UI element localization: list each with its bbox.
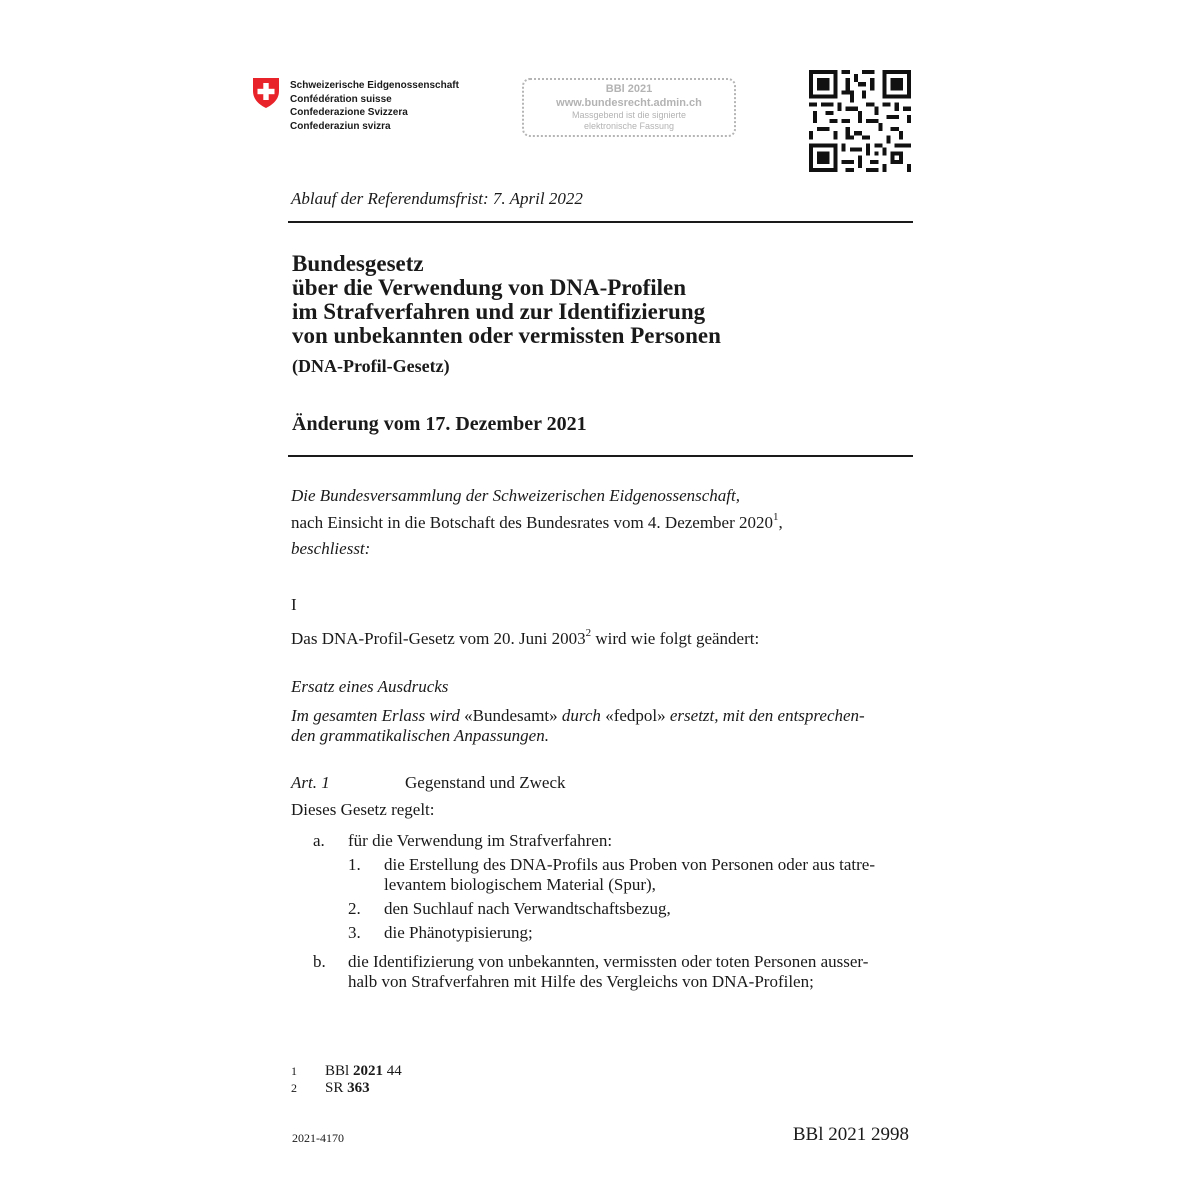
item-a-marker: a. (313, 831, 325, 850)
subitem-2-marker: 2. (348, 899, 361, 918)
footnote-2-number-bold: 363 (347, 1080, 370, 1096)
stamp-line-3: Massgebend ist die signierte (571, 110, 687, 120)
footnote-ref-1[interactable]: 1 (773, 511, 779, 524)
swiss-coat-of-arms-icon (252, 77, 280, 109)
confederation-name-it: Confederazione Svizzera (290, 107, 408, 118)
subitem-1-marker: 1. (348, 855, 361, 874)
divider-title (288, 455, 913, 457)
preamble-insight-text: nach Einsicht in die Botschaft des Bundesrates vom 4. Dezember 2020 (291, 513, 774, 532)
confederation-names (290, 79, 459, 133)
divider-top (288, 221, 913, 223)
intro-rest: wird wie folgt geändert: (591, 629, 760, 648)
footnote-2 (291, 1081, 370, 1096)
amendment-date: Änderung vom 17. Dezember 2021 (292, 413, 587, 435)
replacement-text-c: durch (557, 706, 606, 725)
subitem-1-line-1: die Erstellung des DNA-Profils aus Proben von Personen oder aus tatre- (384, 855, 876, 874)
item-a-text: für die Verwendung im Strafverfahren: (348, 831, 613, 850)
stamp-line-4: elektronische Fassung (583, 121, 675, 131)
footnote-1 (291, 1064, 402, 1079)
replacement-term-new: «fedpol» (605, 706, 666, 725)
article-title: Gegenstand und Zweck (405, 773, 566, 792)
footnote-2-pre: SR (325, 1080, 348, 1096)
replacement-text-e: ersetzt, mit den entsprechen- (665, 706, 865, 725)
item-b-line-2: halb von Strafverfahren mit Hilfe des Vergleichs von DNA-Profilen; (348, 972, 814, 991)
item-b-marker: b. (313, 952, 326, 971)
preamble-assembly: Die Bundesversammlung der Schweizerischen Eidgenossenschaft, (291, 486, 740, 505)
stamp-line-2: www.bundesrecht.admin.ch (556, 97, 702, 109)
short-title: (DNA-Profil-Gesetz) (292, 356, 450, 376)
replacement-heading: Ersatz eines Ausdrucks (291, 677, 449, 696)
preamble-decides: beschliesst: (291, 539, 371, 558)
footnote-1-pre: BBl (325, 1063, 353, 1079)
replacement-line-1 (291, 705, 865, 727)
article-lead: Dieses Gesetz regelt: (291, 800, 435, 819)
referendum-deadline: Ablauf der Referendumsfrist: 7. April 2022 (291, 189, 583, 208)
article-label: Art. 1 (291, 773, 330, 792)
signature-stamp (522, 78, 736, 137)
confederation-name-de: Schweizerische Eidgenossenschaft (290, 80, 459, 91)
replacement-line-2: den grammatikalischen Anpassungen. (291, 726, 549, 745)
qr-code-icon (809, 70, 911, 172)
confederation-name-fr: Confédération suisse (290, 93, 392, 105)
item-b-line-1: die Identifizierung von unbekannten, vermissten oder toten Personen ausser- (348, 952, 869, 971)
page-title (292, 252, 721, 348)
preamble-insight (291, 512, 783, 534)
intro-paragraph (291, 628, 759, 650)
replacement-term-old: «Bundesamt» (464, 706, 558, 725)
intro-text: Das DNA-Profil-Gesetz vom 20. Juni 2003 (291, 629, 586, 648)
footnote-1-year: 2021 (352, 1063, 383, 1079)
footnote-ref-2[interactable]: 2 (585, 627, 592, 640)
footnote-1-post: 44 (382, 1063, 402, 1079)
title-line-2: über die Verwendung von DNA-Profilen (292, 275, 687, 300)
stamp-line-1: BBl 2021 (605, 83, 653, 95)
title-line-1: Bundesgesetz (292, 251, 424, 276)
title-line-3: im Strafverfahren und zur Identifizierung (292, 299, 706, 324)
subitem-3-text: die Phänotypisierung; (384, 923, 533, 942)
confederation-name-rm: Confederaziun svizra (290, 120, 391, 132)
footnote-1-number: 1 (291, 1064, 297, 1078)
title-line-4: von unbekannten oder vermissten Personen (292, 323, 721, 348)
subitem-1-line-2: levantem biologischem Material (Spur), (384, 875, 656, 894)
footnote-2-number: 2 (291, 1081, 297, 1095)
page-reference: BBl 2021 2998 (792, 1124, 909, 1145)
replacement-text-a: Im gesamten Erlass wird (291, 706, 465, 725)
preamble-insight-end: , (778, 513, 783, 532)
section-number: I (291, 595, 297, 614)
subitem-3-marker: 3. (348, 923, 361, 942)
subitem-2-text: den Suchlauf nach Verwandtschaftsbezug, (384, 899, 671, 918)
document-id: 2021-4170 (292, 1131, 344, 1145)
